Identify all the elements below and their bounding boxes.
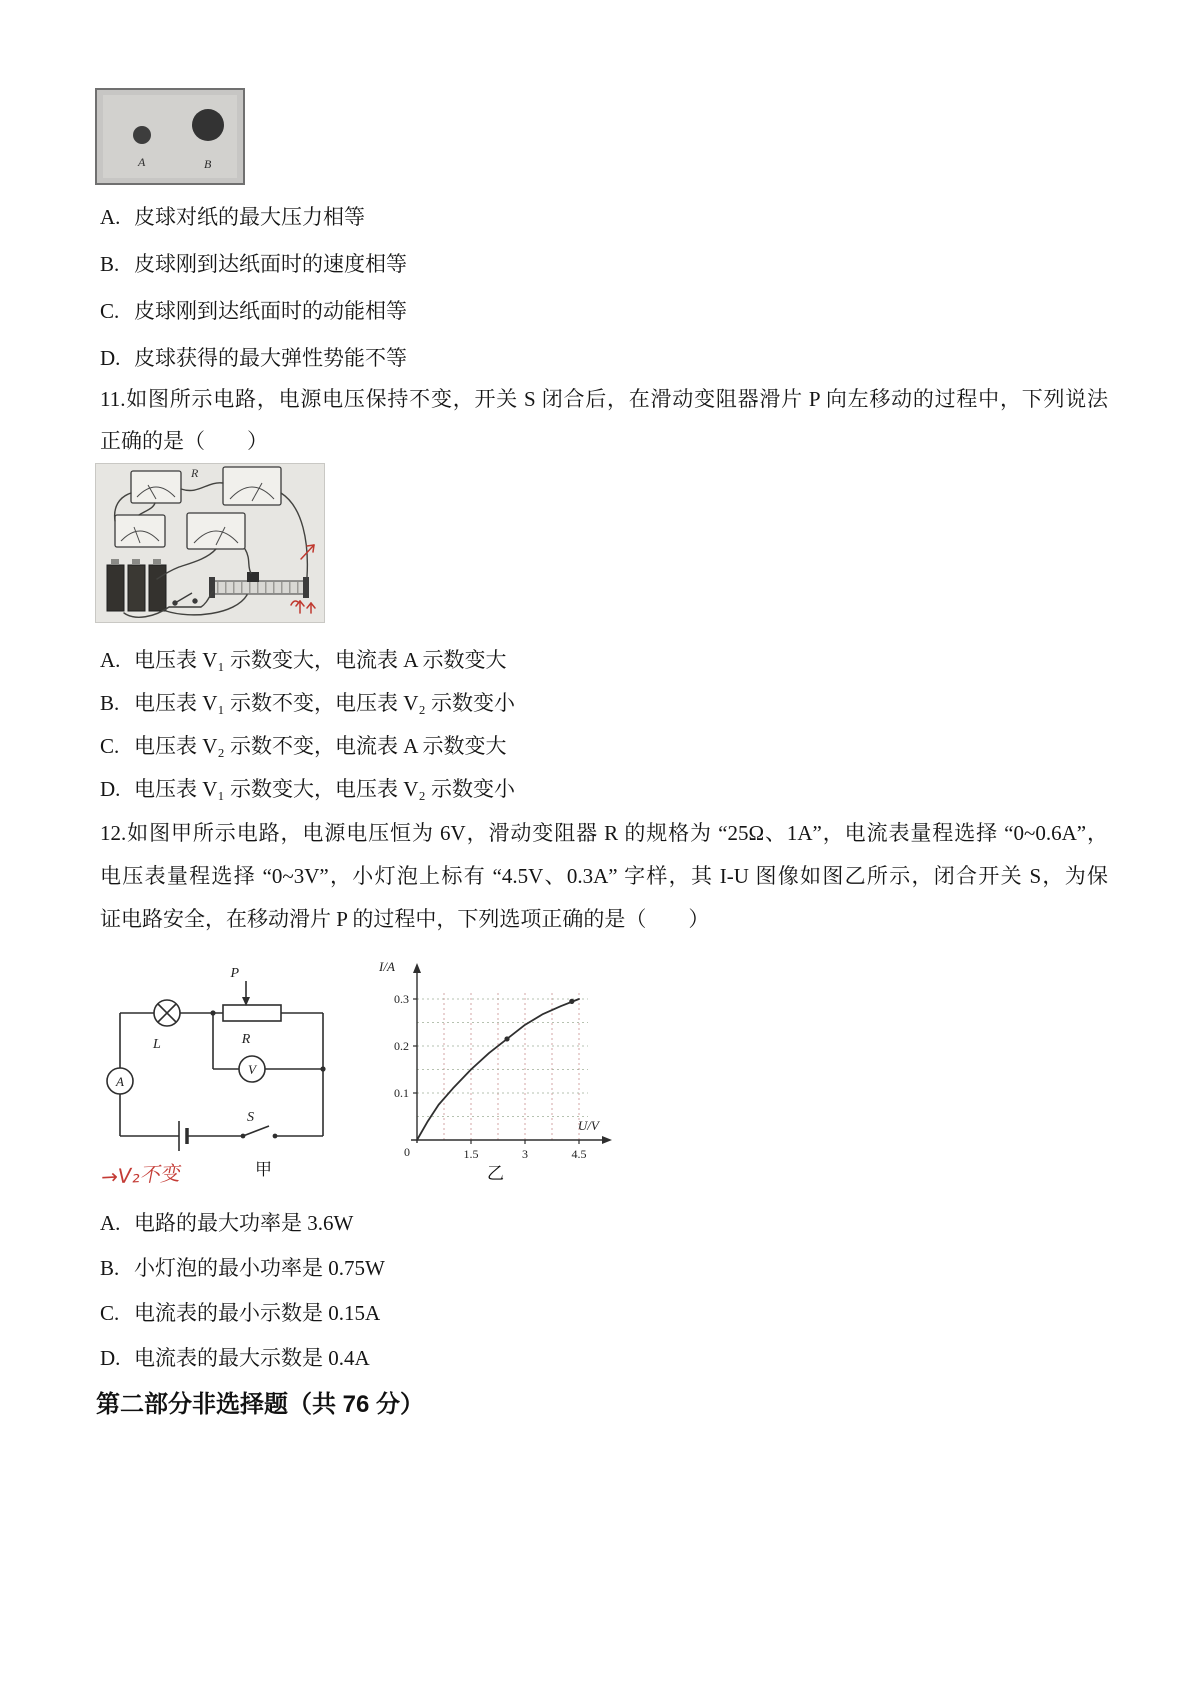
handwritten-note: →V₂不变 (100, 1160, 181, 1190)
q11-figure (95, 463, 325, 623)
rheostat-icon (223, 1005, 281, 1021)
option-text: 皮球刚到达纸面时的动能相等 (134, 299, 407, 323)
option-letter: A. (100, 1211, 121, 1235)
option-text: 皮球刚到达纸面时的速度相等 (134, 252, 407, 276)
rheostat-label: R (241, 1032, 251, 1047)
option-row-q10-a (100, 204, 365, 231)
ball-a (133, 126, 151, 144)
q12-text-line1: 12.如图甲所示电路，电源电压恒为 6V，滑动变阻器 R 的规格为 “25Ω、1A”，电流表量程选择 “0~0.6A”， (100, 821, 1108, 845)
option-row-q12-b (100, 1255, 385, 1282)
ball-b-label: B (204, 157, 212, 171)
ball-a-label: A (138, 155, 146, 169)
slider-label: P (230, 966, 239, 981)
option-text: 电流表的最小示数是 0.15A (134, 1301, 381, 1325)
handwritten-r-label: R (191, 466, 199, 480)
svg-text:0.1: 0.1 (394, 1086, 409, 1100)
option-row-q11-c (100, 733, 507, 760)
option-text: 皮球获得的最大弹性势能不等 (134, 346, 407, 370)
option-letter: A. (100, 648, 121, 672)
svg-text:4.5: 4.5 (571, 1147, 587, 1161)
q12-text-line2: 电压表量程选择 “0~3V”，小灯泡上标有 “4.5V、0.3A” 字样，其 I-U 图像如图乙所示，闭合开关 S，为保 (100, 864, 1108, 888)
svg-text:1.5: 1.5 (463, 1147, 479, 1161)
graph-labels (378, 959, 601, 1161)
option-letter: A. (100, 205, 121, 229)
ammeter-label: A (116, 1074, 124, 1089)
option-row-q10-b (100, 251, 407, 278)
option-text: 电压表 V₂ 示数不变，电流表 A 示数变大 (134, 734, 507, 758)
battery-pack (107, 559, 166, 611)
option-letter: B. (100, 1256, 120, 1280)
option-row-q12-a (100, 1210, 353, 1237)
option-row-q12-c (100, 1300, 380, 1327)
switch-label: S (247, 1110, 254, 1125)
circuit-photo (95, 463, 325, 623)
option-row-q11-a (100, 647, 507, 674)
graph-axes (411, 971, 605, 1143)
circuit-diagram (95, 951, 350, 1186)
q11-text-line2: 正确的是（ ） (100, 429, 268, 453)
switch-icon (243, 1126, 269, 1136)
q12-figure (95, 945, 615, 1197)
option-letter: B. (100, 691, 120, 715)
left-figure-caption: 甲 (255, 1160, 272, 1179)
option-letter: C. (100, 734, 120, 758)
graph-grid (417, 993, 588, 1140)
q11-text-line1: 11.如图所示电路，电源电压保持不变，开关 S 闭合后，在滑动变阻器滑片 P 向左移动的过程中，下列说法 (100, 387, 1108, 411)
option-letter: C. (100, 1301, 120, 1325)
option-row-q11-d (100, 776, 515, 803)
option-row-q10-d (100, 345, 407, 372)
svg-text:0.2: 0.2 (394, 1039, 409, 1053)
option-text: 电流表的最大示数是 0.4A (134, 1346, 370, 1370)
voltmeter-label: V (248, 1062, 256, 1077)
option-letter: D. (100, 777, 121, 801)
svg-text:U/V: U/V (577, 1118, 599, 1133)
option-text: 皮球对纸的最大压力相等 (134, 205, 365, 229)
option-text: 电压表 V₁ 示数变大，电流表 A 示数变大 (134, 648, 507, 672)
option-text: 小灯泡的最小功率是 0.75W (134, 1256, 385, 1280)
section-heading: 第二部分非选择题（共 76 分） (96, 1391, 425, 1418)
option-row-q11-b (100, 690, 515, 717)
lamp-label: L (153, 1037, 161, 1052)
q12-text-line3: 证电路安全，在移动滑片 P 的过程中，下列选项正确的是（ ） (100, 907, 710, 931)
circuit-wires (107, 981, 323, 1151)
option-letter: C. (100, 299, 120, 323)
option-text: 电压表 V₁ 示数变大，电压表 V₂ 示数变小 (134, 777, 515, 801)
balls-photo (95, 88, 245, 185)
ball-b (192, 109, 224, 141)
option-letter: D. (100, 346, 121, 370)
svg-text:0: 0 (404, 1145, 410, 1159)
option-letter: D. (100, 1346, 121, 1370)
option-text: 电路的最大功率是 3.6W (134, 1211, 354, 1235)
option-text: 电压表 V₁ 示数不变，电压表 V₂ 示数变小 (134, 691, 515, 715)
option-letter: B. (100, 252, 120, 276)
svg-text:3: 3 (522, 1147, 528, 1161)
option-row-q12-d (100, 1345, 370, 1372)
svg-text:I/A: I/A (379, 959, 395, 974)
svg-text:0.3: 0.3 (394, 992, 409, 1006)
option-row-q10-c (100, 298, 407, 325)
q10-figure (95, 88, 245, 185)
iu-graph (375, 955, 615, 1185)
right-figure-caption: 乙 (487, 1164, 504, 1183)
